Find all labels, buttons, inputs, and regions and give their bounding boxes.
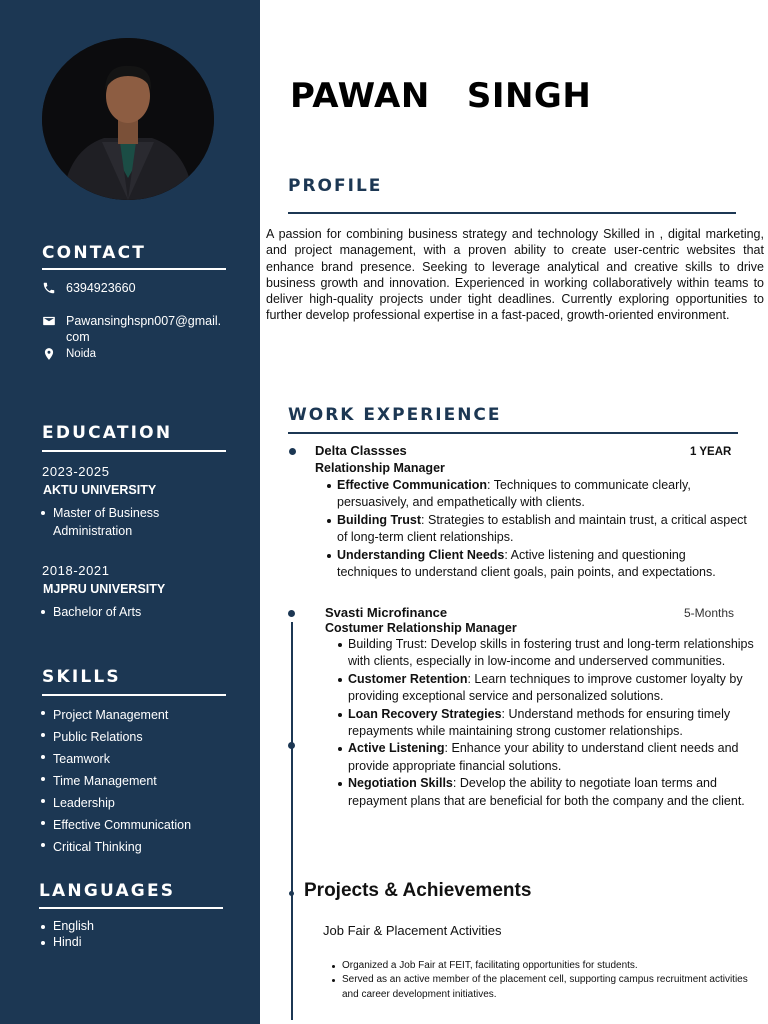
phone-icon <box>42 281 56 295</box>
languages-divider <box>39 907 223 909</box>
job-bullet <box>348 775 756 810</box>
bullet-text: : Understand methods for ensuring timely repayments while maintaining strong customer relationships. <box>348 706 731 739</box>
contact-heading: CONTACT <box>42 243 147 263</box>
contact-email <box>42 313 221 345</box>
project-item: Served as an active member of the placement cell, supporting campus recruitment activities and career development initiatives. <box>342 973 752 1002</box>
first-name: PAWAN <box>290 76 430 116</box>
job-role: Costumer Relationship Manager <box>325 621 517 635</box>
job-bullet <box>348 706 756 741</box>
email-line-2: com <box>66 330 90 344</box>
work-experience-heading: WORK EXPERIENCE <box>288 405 502 425</box>
candidate-name <box>290 76 591 116</box>
location-text: Noida <box>66 348 97 360</box>
education-university: MJPRU UNIVERSITY <box>43 582 166 596</box>
project-item: Organized a Job Fair at FEIT, facilitating opportunities for students. <box>342 959 752 973</box>
education-degree: Bachelor of Arts <box>53 605 142 619</box>
bullet-title: Customer Retention <box>348 671 468 686</box>
education-divider <box>42 450 226 452</box>
work-experience-divider <box>288 432 738 434</box>
skills-divider <box>42 694 226 696</box>
bullet-title: Understanding Client Needs <box>337 547 505 562</box>
skill-item: Critical Thinking <box>53 836 191 858</box>
job-bullet <box>337 547 747 582</box>
timeline-dot <box>288 610 295 617</box>
bullet-text: : Learn techniques to improve customer loyalty by providing exceptional service and personalized solutions. <box>348 671 743 704</box>
job-company: Svasti Microfinance <box>325 605 448 620</box>
education-years: 2023-2025 <box>42 464 110 479</box>
last-name: SINGH <box>466 76 592 116</box>
languages-list <box>53 918 94 950</box>
bullet-text: : Active listening and questioning techniques to understand client goals, pain points, and expectations. <box>337 547 716 580</box>
skills-heading: SKILLS <box>42 667 121 687</box>
bullet-text: : Techniques to communicate clearly, persuasively, and empathetically with clients. <box>337 478 691 510</box>
languages-heading: LANGUAGES <box>39 881 176 901</box>
location-pin-icon <box>42 347 56 361</box>
job-bullet <box>348 636 756 671</box>
contact-location <box>42 346 96 362</box>
job-responsibilities <box>348 636 756 810</box>
projects-subheading: Job Fair & Placement Activities <box>323 923 502 938</box>
job-role: Relationship Manager <box>315 461 445 475</box>
portrait-image <box>42 38 214 200</box>
job-bullet <box>348 740 756 775</box>
contact-divider <box>42 268 226 270</box>
bullet-title: Loan Recovery Strategies <box>348 706 502 721</box>
degree-line-1: Master of Business <box>53 506 160 520</box>
timeline-dot <box>289 448 296 455</box>
skill-item: Effective Communication <box>53 814 191 836</box>
mail-icon <box>42 314 56 328</box>
phone-number[interactable]: 6394923660 <box>66 281 136 295</box>
profile-summary: A passion for combining business strategy and technology Skilled in , digital marketing, and project management, with a proven ability to create user-centric websites that enhance brand presence. Seeking to leverage analytical and creative skills to drive business growth and innovation. Experienced in working collaboratively within teams to deliver high-quality projects under tight deadlines. Currently exploring opportunities to further develop professional expertise in a fast-paced, growth-oriented environment. <box>266 227 764 323</box>
contact-phone <box>42 280 136 296</box>
profile-photo <box>42 38 214 200</box>
job-responsibilities <box>337 477 747 581</box>
profile-divider <box>288 212 736 214</box>
education-heading: EDUCATION <box>42 423 173 443</box>
education-degree-list <box>53 504 159 540</box>
language-item: Hindi <box>53 934 94 950</box>
education-university: AKTU UNIVERSITY <box>43 483 157 497</box>
skill-item: Leadership <box>53 792 191 814</box>
skills-list <box>53 704 191 858</box>
profile-heading: PROFILE <box>288 176 383 196</box>
skill-item: Public Relations <box>53 726 191 748</box>
bullet-text: Building Trust: Develop skills in fostering trust and long-term relationships with clients, especially in low-income and underserved communities. <box>348 637 754 669</box>
bullet-text: : Strategies to establish and maintain trust, a critical aspect of long-term client relationships. <box>337 512 747 545</box>
skill-item: Teamwork <box>53 748 191 770</box>
job-duration: 5-Months <box>684 606 735 620</box>
education-degree <box>53 504 159 540</box>
job-bullet <box>337 477 747 512</box>
email-address[interactable] <box>66 313 221 345</box>
language-item: English <box>53 919 94 933</box>
timeline-dot <box>289 891 294 896</box>
sidebar <box>0 0 260 1024</box>
degree-line-2: Administration <box>53 524 133 538</box>
bullet-text: : Enhance your ability to understand client needs and provide appropriate financial solutions. <box>348 741 739 773</box>
bullet-title: Building Trust <box>337 512 422 527</box>
skill-item: Time Management <box>53 770 191 792</box>
bullet-title: Effective Communication <box>337 478 488 492</box>
bullet-title: Negotiation Skills <box>348 776 453 791</box>
education-years: 2018-2021 <box>42 563 110 578</box>
timeline-line <box>291 622 293 1020</box>
education-degree-list <box>53 603 141 621</box>
job-bullet <box>348 671 756 706</box>
email-line-1: Pawansinghspn007@gmail. <box>66 314 222 328</box>
job-duration: 1 YEAR <box>690 446 732 458</box>
bullet-title: Active Listening <box>348 741 445 756</box>
projects-heading: Projects & Achievements <box>304 880 532 901</box>
skill-item: Project Management <box>53 704 191 726</box>
projects-list <box>342 959 752 1002</box>
timeline-dot <box>288 742 295 749</box>
job-bullet <box>337 512 747 547</box>
job-company: Delta Classses <box>315 443 407 458</box>
bullet-text: : Develop the ability to negotiate loan terms and repayment plans that are beneficial for both the company and the client. <box>348 776 745 808</box>
